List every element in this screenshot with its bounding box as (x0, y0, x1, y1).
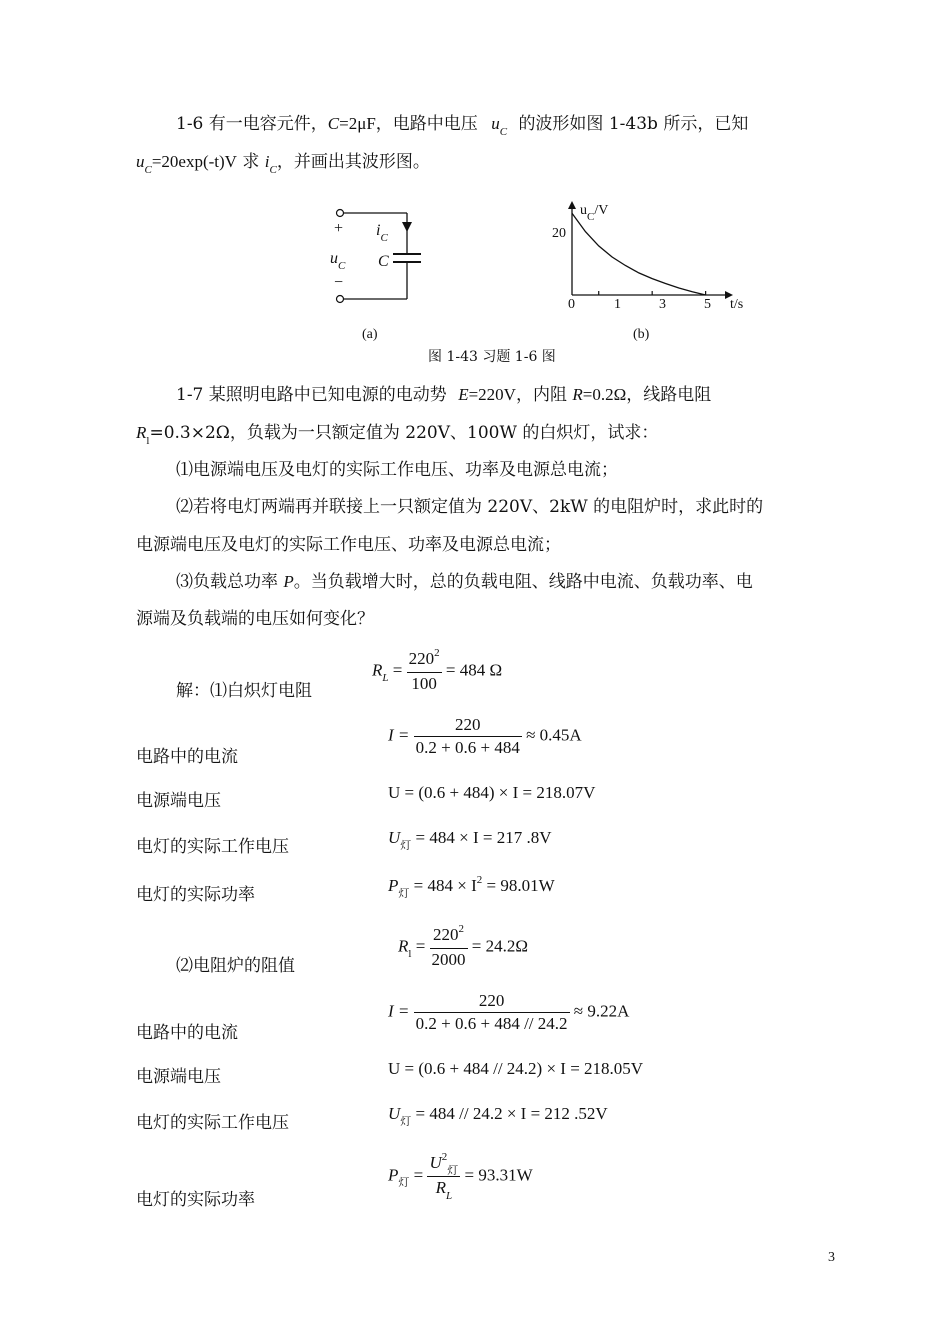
problem-1-6-line-1: 1-6 有一电容元件，C=2μF，电路中电压 $u_C$ 的波形如图 1-43b 所示，已知 (176, 114, 749, 138)
solution-5-formula: $P_灯 = 484 \times I^2 = 98.01W$ (388, 874, 555, 900)
circuit-i-label: $i_C$ (376, 222, 388, 244)
graph-x-tick-3: 3 (659, 297, 666, 312)
question-3-line-1: ⑶负载总功率 P。当负载增大时，总的负载电阻、线路中电流、负载功率、电 (176, 572, 753, 592)
current-arrow-icon (402, 222, 412, 232)
solution-10-formula: $P_灯$ = $\frac{U^2_灯}{R_L}$ = 93.31W (388, 1151, 533, 1202)
graph-x-tick-0: 0 (568, 297, 575, 312)
question-3-line-2: 源端及负载端的电压如何变化？ (136, 609, 374, 629)
solution-7-formula: I = $\frac{220}{0.2 + 0.6 + 484 // 24.2}$ ≈ 9.22A (388, 991, 630, 1033)
solution-2-formula: I = $\frac{220}{0.2 + 0.6 + 484}$ ≈ 0.45A (388, 715, 582, 757)
solution-8-label: 电源端电压 (136, 1067, 221, 1087)
question-2-line-2: 电源端电压及电灯的实际工作电压、功率及电源总电流； (136, 535, 561, 555)
solution-6-label: ⑵电阻炉的阻值 (176, 956, 295, 976)
solution-10-label: 电灯的实际功率 (136, 1190, 255, 1210)
graph-x-tick-5: 5 (704, 297, 711, 312)
circuit-plus: + (334, 220, 344, 237)
circuit-minus: − (334, 274, 344, 291)
top-terminal (337, 210, 344, 217)
solution-9-formula: $U_灯 = 484 // 24.2 \times I = 212$ .52V (388, 1104, 608, 1128)
solution-5-label: 电灯的实际功率 (136, 885, 255, 905)
solution-4-label: 电灯的实际工作电压 (136, 837, 289, 857)
circuit-u-label: $u_C$ (330, 250, 346, 272)
question-2-line-1: ⑵若将电灯两端再并联接上一只额定值为 220V、2kW 的电阻炉时，求此时的 (176, 497, 764, 517)
fraction: $\frac{220}{0.2 + 0.6 + 484}$ (415, 715, 520, 757)
problem-1-6-line-2: $u_C=20\exp(-t)V$ 求 $i_C$，并画出其波形图。 (136, 152, 430, 176)
solution-3-formula: U = (0.6 + 484) × I = 218.07V (388, 783, 596, 802)
fraction: $\frac{U^2_灯}{R_L}$ (429, 1151, 459, 1202)
figure-caption: 图 1-43 习题 1-6 图 (428, 349, 556, 365)
graph-caption: (b) (633, 327, 650, 342)
solution-2-label: 电路中的电流 (136, 747, 238, 767)
solution-4-formula: $U_灯 = 484 \times I = 217$ .8V (388, 828, 552, 852)
solution-8-formula: U = (0.6 + 484 // 24.2) × I = 218.05V (388, 1059, 644, 1078)
question-1: ⑴电源端电压及电灯的实际工作电压、功率及电源总电流； (176, 460, 618, 480)
fraction: $\frac{220^2}{100}$ (408, 647, 440, 693)
circuit-c-label: C (378, 253, 389, 270)
solution-6-formula: $R_l$ = $\frac{220^2}{2000}$ = 24.2Ω (398, 923, 529, 969)
problem-1-7-line-1: 1-7 某照明电路中已知电源的电动势 E=220V，内阻 R=0.2Ω，线路电阻 (176, 385, 712, 405)
page-number: 3 (828, 1250, 835, 1265)
uc-curve (572, 213, 706, 295)
solution-7-label: 电路中的电流 (136, 1023, 238, 1043)
fraction: $\frac{220^2}{2000}$ (431, 923, 466, 969)
fraction: $\frac{220}{0.2 + 0.6 + 484 // 24.2}$ (415, 991, 568, 1033)
graph-y-label: $u_C/V$ (580, 203, 609, 223)
solution-3-label: 电源端电压 (136, 791, 221, 811)
solution-1-formula: $R_L$ = $\frac{220^2}{100}$ = 484 Ω (372, 647, 503, 693)
problem-1-7-line-2: $R_l=0.3\times 2\Omega$，负载为一只额定值为 220V、100W 的白炽灯，试求： (136, 423, 659, 447)
graph-y-tick-20: 20 (552, 226, 566, 241)
graph-x-tick-1: 1 (614, 297, 621, 312)
bottom-terminal (337, 296, 344, 303)
solution-9-label: 电灯的实际工作电压 (136, 1113, 289, 1133)
graph-x-label: t/s (730, 297, 744, 312)
solution-1-label: 解：⑴白炽灯电阻 (176, 681, 312, 701)
y-axis-arrow-icon (568, 201, 576, 209)
circuit-caption: (a) (362, 327, 378, 342)
